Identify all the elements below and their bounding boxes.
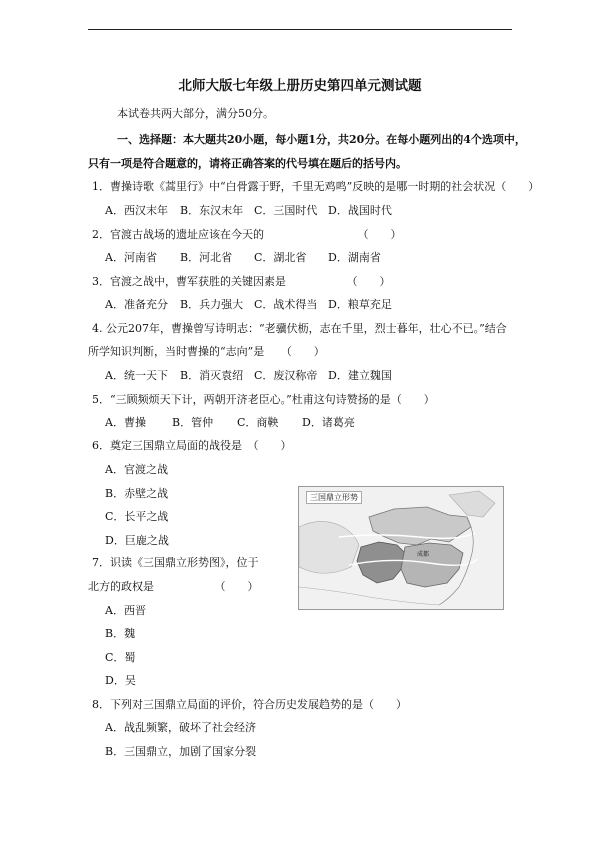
intro-text: 本试卷共两大部分，满分50分。 (117, 107, 274, 120)
question-7-stem-line-2: 北方的政权是 （ ） (88, 580, 259, 593)
q7-option-d: D．吴 (105, 674, 136, 687)
question-6-stem: 6．奠定三国鼎立局面的战役是 （ ） (92, 439, 292, 452)
header-rule (88, 29, 512, 30)
q1-option-d: D．战国时代 (328, 204, 392, 217)
q6-option-b: B．赤壁之战 (105, 487, 169, 500)
q3-option-c: C．战术得当 (254, 298, 318, 311)
question-4-stem-line-2: 所学知识判断，当时曹操的“志向”是 （ ） (88, 345, 325, 358)
q1-option-b: B．东汉末年 (180, 204, 244, 217)
question-2-stem: 2．官渡古战场的遗址应该在今天的 （ ） (92, 228, 402, 241)
q2-option-a: A．河南省 (105, 251, 157, 264)
question-3-stem: 3．官渡之战中，曹军获胜的关键因素是 （ ） (92, 275, 391, 288)
q4-option-b: B．消灭袁绍 (180, 369, 244, 382)
q5-option-c: C．商鞅 (237, 416, 279, 429)
q6-option-c: C．长平之战 (105, 510, 169, 523)
q5-option-a: A．曹操 (105, 416, 146, 429)
section-header-line-2: 只有一项是符合题意的，请将正确答案的代号填在题后的括号内。 (88, 157, 407, 170)
q4-option-c: C．废汉称帝 (254, 369, 318, 382)
section-header-line-1: 一、选择题：本大题共20小题，每小题1分，共20分。在每小题列出的4个选项中， (117, 133, 526, 146)
question-7-stem-line-1: 7．识读《三国鼎立形势图》，位于 (92, 556, 259, 569)
q1-option-c: C．三国时代 (254, 204, 318, 217)
map-graphic (299, 487, 503, 609)
q7-option-b: B．魏 (105, 627, 136, 640)
q3-option-d: D．粮草充足 (328, 298, 392, 311)
question-5-stem: 5．“三顾频烦天下计，两朝开济老臣心。”杜甫这句诗赞扬的是（ ） (92, 393, 435, 406)
question-1-stem: 1．曹操诗歌《蒿里行》中“白骨露于野，千里无鸡鸣”反映的是哪一时期的社会状况（ ） (92, 180, 540, 193)
q2-option-d: D．湖南省 (328, 251, 381, 264)
q7-option-a: A．西晋 (105, 604, 146, 617)
q6-option-d: D．巨鹿之战 (105, 534, 169, 547)
q6-option-a: A．官渡之战 (105, 463, 168, 476)
question-4-stem-line-1: 4. 公元207年，曹操曾写诗明志：“老骥伏枥，志在千里，烈士暮年，壮心不已。”结合 (92, 322, 507, 335)
q8-option-b: B．三国鼎立，加剧了国家分裂 (105, 745, 257, 758)
q2-option-c: C．湖北省 (254, 251, 307, 264)
q7-option-c: C．蜀 (105, 651, 136, 664)
q3-option-b: B．兵力强大 (180, 298, 244, 311)
three-kingdoms-map (298, 486, 504, 610)
q2-option-b: B．河北省 (180, 251, 233, 264)
q5-option-d: D．诸葛亮 (302, 416, 355, 429)
q3-option-a: A．准备充分 (105, 298, 168, 311)
q1-option-a: A．西汉末年 (105, 204, 168, 217)
q8-option-a: A．战乱频繁，破坏了社会经济 (105, 721, 256, 734)
page-title: 北师大版七年级上册历史第四单元测试题 (178, 78, 422, 94)
q4-option-a: A．统一天下 (105, 369, 168, 382)
q4-option-d: D．建立魏国 (328, 369, 392, 382)
map-label-chengdu: 成都 (417, 551, 430, 558)
q5-option-b: B．管仲 (172, 416, 214, 429)
map-title: 三国鼎立形势 (306, 491, 362, 504)
question-8-stem: 8．下列对三国鼎立局面的评价，符合历史发展趋势的是（ ） (92, 698, 407, 711)
